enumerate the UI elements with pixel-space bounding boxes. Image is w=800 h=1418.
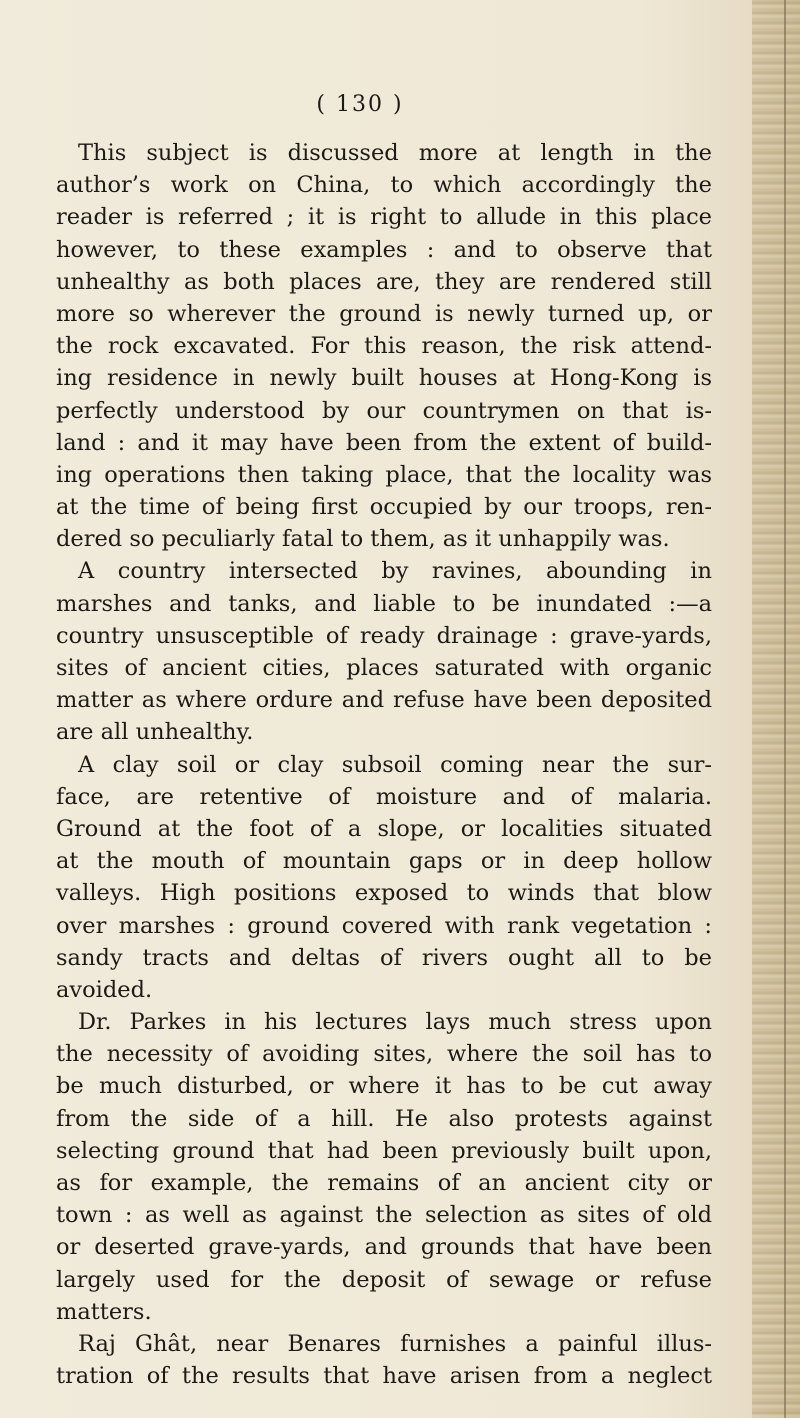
text-line: at the time of being first occupied by our troops, ren- — [56, 494, 712, 521]
text-line: from the side of a hill. He also protests against — [56, 1105, 712, 1132]
text-line: country unsusceptible of ready drainage : grave-yards, — [56, 622, 712, 649]
text-line: ing operations then taking place, that the locality was — [56, 461, 712, 488]
text-line: matters. — [56, 1298, 152, 1325]
text-line: town : as well as against the selection as sites of old — [56, 1202, 712, 1229]
text-line: perfectly understood by our countrymen on that is- — [56, 397, 712, 424]
text-line: the rock excavated. For this reason, the risk attend- — [56, 333, 712, 360]
text-line: sandy tracts and deltas of rivers ought all to be — [56, 944, 712, 971]
text-line: ing residence in newly built houses at Hong-Kong is — [56, 365, 712, 392]
text-line: sites of ancient cities, places saturated with organic — [56, 655, 712, 681]
text-line: as for example, the remains of an ancient city or — [56, 1170, 712, 1196]
text-line: over marshes : ground covered with rank vegetation : — [56, 912, 712, 939]
text-line: author’s work on China, to which accordingly the — [56, 172, 712, 199]
text-line: land : and it may have been from the extent of build- — [56, 429, 712, 456]
text-line: A country intersected by ravines, abounding in — [78, 558, 712, 585]
body-text — [56, 137, 712, 1392]
text-line: largely used for the deposit of sewage or refuse — [56, 1266, 712, 1293]
text-line: are all unhealthy. — [56, 719, 254, 746]
text-line: Ground at the foot of a slope, or localities situated — [56, 815, 712, 842]
text-line: Dr. Parkes in his lectures lays much stress upon — [78, 1009, 712, 1036]
page-number: ( 130 ) — [316, 92, 404, 117]
text-line: avoided. — [56, 976, 153, 1003]
text-line: selecting ground that had been previously built upon, — [56, 1137, 712, 1164]
text-line: face, are retentive of moisture and of malaria. — [56, 783, 712, 810]
text-line: the necessity of avoiding sites, where the soil has to — [56, 1041, 712, 1068]
text-line: This subject is discussed more at length in the — [78, 140, 712, 166]
text-line: dered so peculiarly fatal to them, as it unhappily was. — [56, 526, 670, 553]
text-line: tration of the results that have arisen from a neglect — [56, 1363, 712, 1390]
text-line: matter as where ordure and refuse have been deposited — [56, 687, 712, 714]
text-line: marshes and tanks, and liable to be inundated :—a — [56, 590, 712, 617]
text-line: unhealthy as both places are, they are rendered still — [56, 268, 712, 295]
text-line: A clay soil or clay subsoil coming near the sur- — [78, 751, 712, 778]
page-edge — [752, 0, 800, 1418]
text-line: more so wherever the ground is newly turned up, or — [56, 300, 712, 327]
text-line: be much disturbed, or where it has to be cut away — [56, 1073, 712, 1100]
text-line: Raj Ghât, near Benares furnishes a painful illus- — [78, 1330, 712, 1357]
text-line: reader is referred ; it is right to allude in this place — [56, 204, 712, 231]
text-line: however, to these examples : and to observe that — [56, 236, 712, 263]
page-edge-line — [784, 0, 786, 1418]
text-line: or deserted grave-yards, and grounds that have been — [56, 1234, 712, 1261]
text-line: valleys. High positions exposed to winds that blow — [56, 880, 712, 907]
text-line: at the mouth of mountain gaps or in deep hollow — [56, 848, 712, 875]
